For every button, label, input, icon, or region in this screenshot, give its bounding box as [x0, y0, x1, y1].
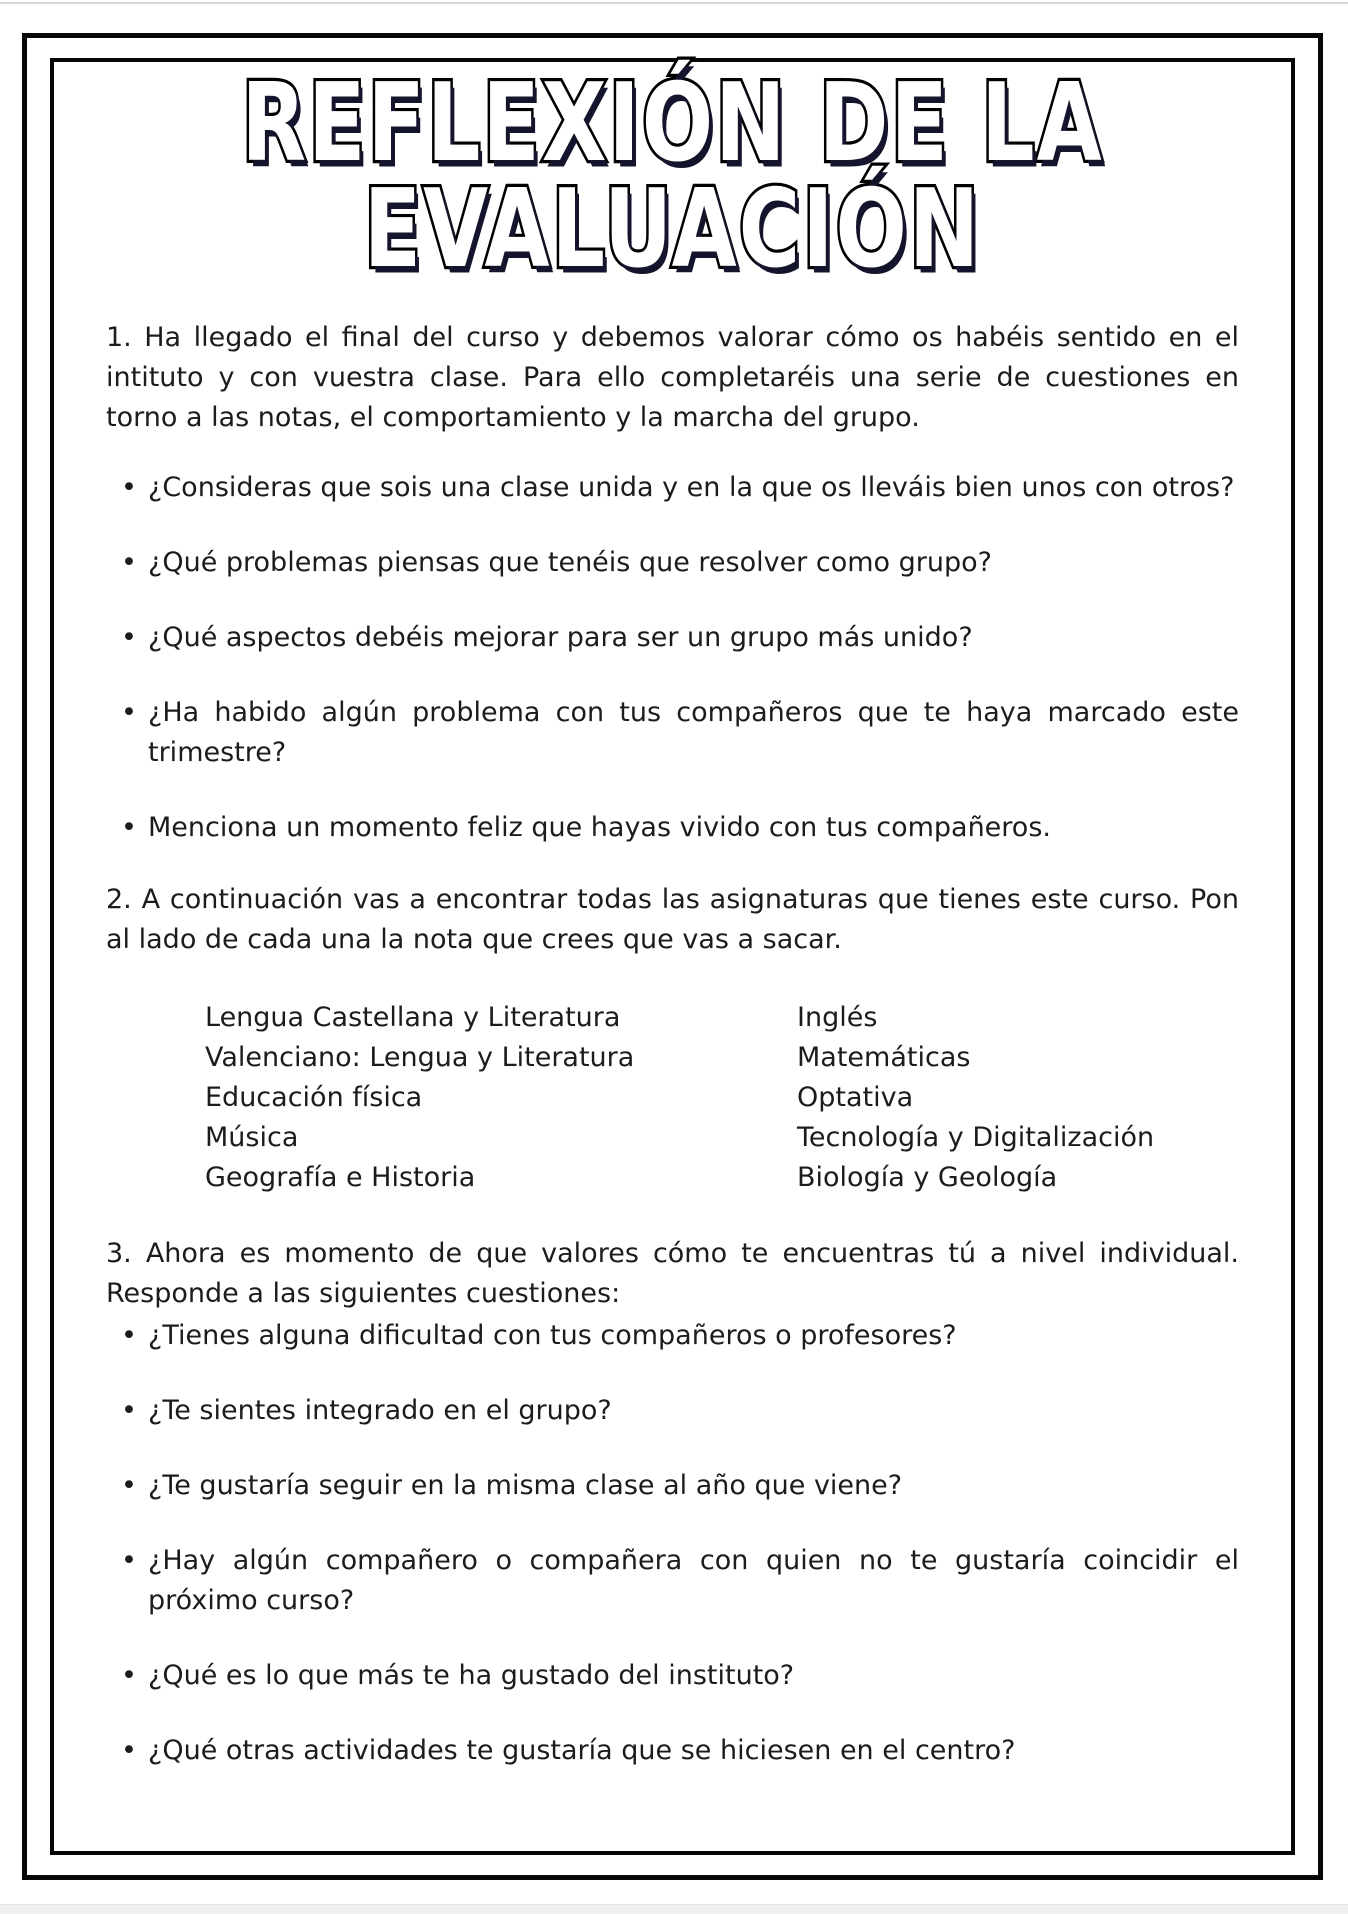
subject-item: Tecnología y Digitalización [797, 1122, 1155, 1153]
subject-item: Educación física [205, 1082, 423, 1113]
outer-border [22, 33, 1323, 1880]
subject-item: Geografía e Historia [205, 1162, 476, 1193]
bullet-icon: • [121, 622, 137, 653]
list-item [106, 693, 1239, 773]
list-item [106, 1731, 1239, 1771]
list-item [106, 468, 1239, 508]
question-text: ¿Qué otras actividades te gustaría que se hiciesen en el centro? [148, 1735, 1016, 1766]
list-item [106, 1466, 1239, 1506]
subject-item: Valenciano: Lengua y Literatura [205, 1042, 635, 1073]
bullet-icon: • [121, 1395, 137, 1426]
subject-item: Música [205, 1122, 299, 1153]
list-item [106, 543, 1239, 583]
bullet-icon: • [121, 1735, 137, 1766]
subjects-column-right [797, 998, 1239, 1198]
subject-item: Inglés [797, 1002, 878, 1033]
bullet-icon: • [121, 697, 137, 728]
section2-intro: 2. A continuación vas a encontrar todas las asignaturas que tienes este curso. Pon al lado de cada una la nota que crees que vas a sacar. [106, 884, 1239, 955]
question-text: ¿Qué aspectos debéis mejorar para ser un grupo más unido? [148, 622, 973, 653]
question-text: ¿Tienes alguna dificultad con tus compañeros o profesores? [148, 1320, 957, 1351]
question-text: ¿Qué problemas piensas que tenéis que resolver como grupo? [148, 547, 992, 578]
section3-question-list [106, 1316, 1239, 1771]
question-text: ¿Te sientes integrado en el grupo? [148, 1395, 612, 1426]
question-text: ¿Consideras que sois una clase unida y en la que os lleváis bien unos con otros? [148, 472, 1235, 503]
page-top-edge [0, 2, 1348, 4]
question-text: ¿Te gustaría seguir en la misma clase al año que viene? [148, 1470, 903, 1501]
question-text: Menciona un momento feliz que hayas vivido con tus compañeros. [148, 812, 1051, 843]
question-text: ¿Qué es lo que más te ha gustado del instituto? [148, 1660, 795, 1691]
page-title [106, 60, 1239, 292]
subject-item: Biología y Geología [797, 1162, 1058, 1193]
page-title-line-1: REFLEXIÓN DE LA [241, 60, 1104, 186]
bullet-icon: • [121, 812, 137, 843]
section1-intro: 1. Ha llegado el final del curso y debemos valorar cómo os habéis sentido en el intituto y con vuestra clase. Para ello completaréis una serie de cuestiones en torno a las notas, el comportamiento y la marcha del grupo. [106, 322, 1239, 433]
list-item [106, 618, 1239, 658]
subjects-list [205, 998, 1239, 1198]
page-bottom-edge [0, 1904, 1348, 1914]
page-title-line-2: EVALUACIÓN [363, 166, 982, 292]
bullet-icon: • [121, 1320, 137, 1351]
question-text: ¿Ha habido algún problema con tus compañeros que te haya marcado este trimestre? [148, 697, 1239, 768]
bullet-icon: • [121, 1660, 137, 1691]
list-item [106, 1316, 1239, 1356]
bullet-icon: • [121, 547, 137, 578]
question-text: ¿Hay algún compañero o compañera con quien no te gustaría coincidir el próximo curso? [148, 1545, 1239, 1616]
section1-question-list [106, 468, 1239, 848]
bullet-icon: • [121, 1470, 137, 1501]
worksheet-content [54, 62, 1291, 1851]
section3-intro: 3. Ahora es momento de que valores cómo te encuentras tú a nivel individual. Responde a las siguientes cuestiones: [106, 1238, 1239, 1309]
subjects-column-left [205, 998, 797, 1198]
subject-item: Optativa [797, 1082, 914, 1113]
subject-item: Matemáticas [797, 1042, 971, 1073]
list-item [106, 1391, 1239, 1431]
bullet-icon: • [121, 1545, 137, 1576]
subject-item: Lengua Castellana y Literatura [205, 1002, 621, 1033]
list-item [106, 808, 1239, 848]
list-item [106, 1656, 1239, 1696]
bullet-icon: • [121, 472, 137, 503]
list-item [106, 1541, 1239, 1621]
inner-border [50, 58, 1295, 1855]
